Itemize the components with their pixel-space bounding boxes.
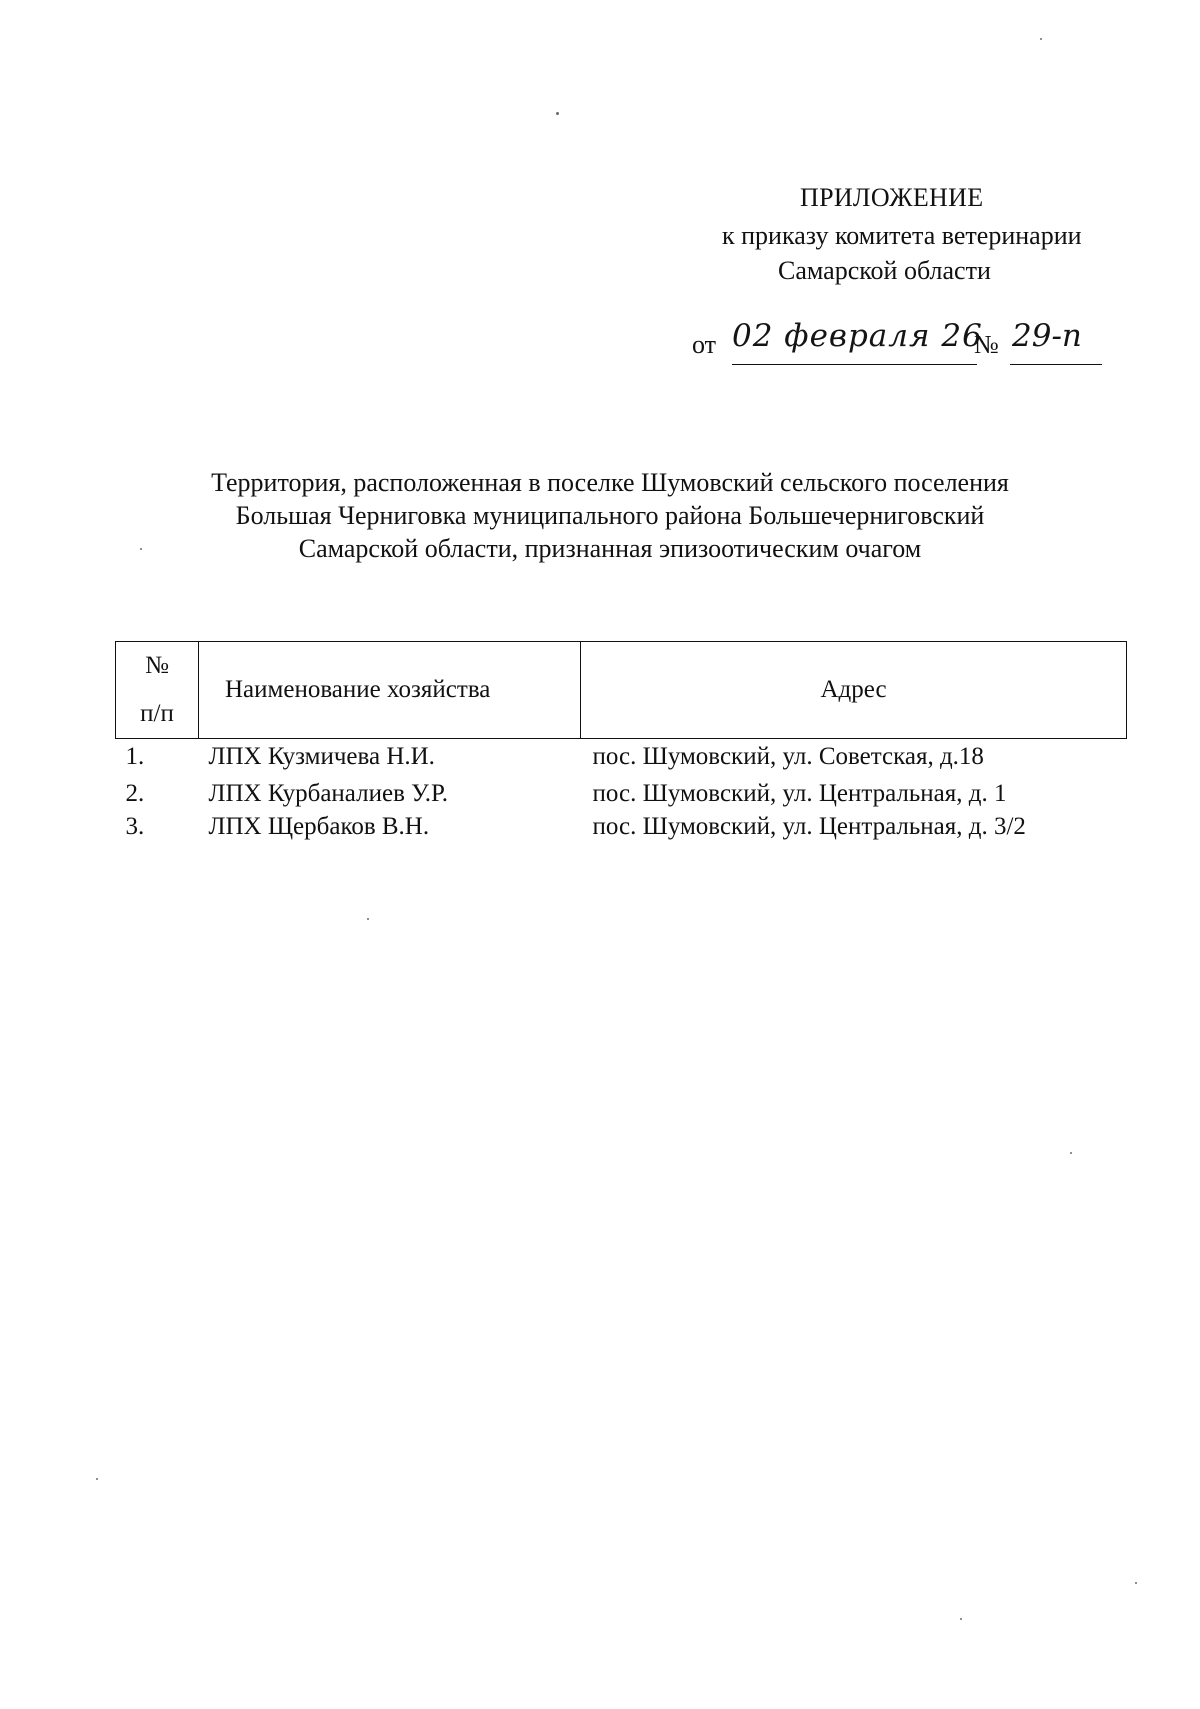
table-row [116,813,1127,846]
households-table-wrapper [115,641,1127,846]
order-number-handwritten: 29-п [1012,318,1082,354]
order-number-sign: № [974,330,999,359]
household-address: пос. Шумовский, ул. Советская, д.18 [592,743,984,770]
column-header-address: Адрес [581,642,1127,739]
household-name: ЛПХ Курбаналиев У.Р. [208,780,449,807]
document-heading [120,466,1100,565]
row-number: 2. [125,780,145,807]
heading-line: Территория, расположенная в поселке Шумовский сельского поселения [211,468,1009,497]
scan-speck [556,112,559,115]
household-name: ЛПХ Щербаков В.Н. [208,813,430,840]
scan-speck [1040,38,1042,40]
scan-speck [96,1478,98,1480]
table-header [116,642,1127,739]
household-name: ЛПХ Кузмичева Н.И. [208,743,435,770]
order-date-underline [732,364,977,365]
scan-speck [1135,1582,1137,1584]
column-header-name: Наименование хозяйства [199,642,581,739]
heading-line: Самарской области, признанная эпизоотическим очагом [298,534,922,563]
scan-speck [960,1618,962,1620]
row-number: 1. [125,743,145,770]
order-reference [692,318,1102,368]
table-row [116,780,1127,813]
appendix-subtitle-line: Самарской области [778,256,991,285]
household-address: пос. Шумовский, ул. Центральная, д. 3/2 [592,813,1026,840]
order-prefix: от [692,330,717,359]
appendix-subtitle-line: к приказу комитета ветеринарии [722,221,1082,250]
table-header-row [116,642,1127,739]
heading-line: Большая Черниговка муниципального района Большечерниговский [235,501,985,530]
column-header-number-sign: № [145,652,169,679]
scan-speck [367,918,369,920]
households-table [115,641,1127,846]
row-number: 3. [125,813,145,840]
order-date-handwritten: 02 февраля 26 [732,318,983,354]
table-body [116,739,1127,847]
household-address: пос. Шумовский, ул. Центральная, д. 1 [592,780,1007,807]
column-header-number-abbr: п/п [140,700,174,727]
scan-speck [1070,1152,1072,1154]
order-number-underline [1010,364,1102,365]
column-header-number [116,642,199,739]
appendix-title: ПРИЛОЖЕНИЕ [800,183,984,212]
table-row [116,739,1127,781]
